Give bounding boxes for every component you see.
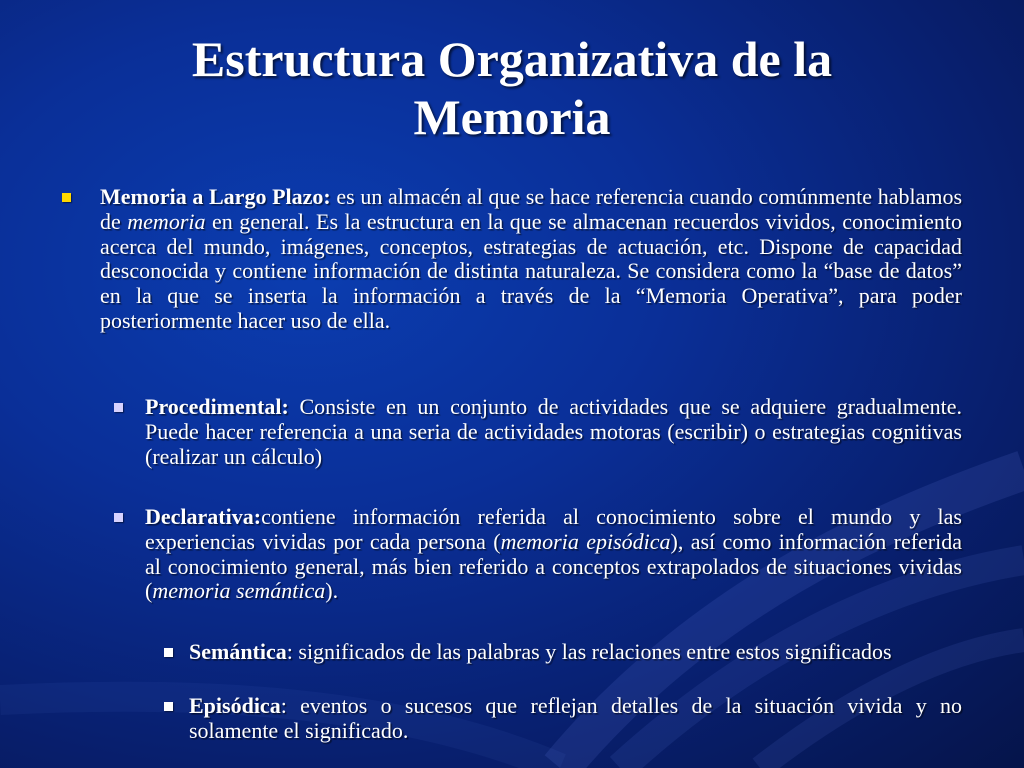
square-bullet-icon [62,193,71,202]
procedimental-paragraph [145,395,962,469]
procedimental-text: Consiste en un conjunto de actividades que se adquiere gradualmente. Puede hacer referencia a una seria de actividades motoras (escribir) o estrategias cognitivas (realizar un cálculo) [145,394,962,469]
square-bullet-icon [114,513,123,522]
bullet-largo-plazo [62,185,962,334]
largo-plazo-text-b: en general. Es la estructura en la que se almacenan recuerdos vividos, conocimiento acerca del mundo, imágenes, conceptos, estrategias de actuación, etc. Dispone de capacidad desconocida y contiene información de distinta naturaleza. Se considera como la “base de datos” en la que se inserta la información a través de la “Memoria Operativa”, para poder posteriormente hacer uso de ella. [100,208,962,333]
square-bullet-icon [114,403,123,412]
bullet-declarativa [114,505,962,604]
semantica-text: : significados de las palabras y las relaciones entre estos significados [286,639,892,664]
bullet-episodica [164,694,962,744]
declarativa-term: Declarativa: [145,504,262,529]
procedimental-term: Procedimental: [145,394,289,419]
semantica-paragraph [189,640,962,665]
episodica-paragraph [189,694,962,744]
square-bullet-icon [164,648,173,657]
largo-plazo-paragraph [100,185,962,334]
largo-plazo-term: Memoria a Largo Plazo: [100,184,331,209]
memoria-emphasis: memoria [127,208,206,234]
bullet-semantica [164,640,962,665]
episodica-term: Episódica [189,693,281,718]
declarativa-text-a: contiene información referida al conocimiento sobre el mundo y las experiencias vividas por cada persona ( [145,504,962,554]
square-bullet-icon [164,702,173,711]
episodica-text: : eventos o sucesos que reflejan detalles de la situación vivida y no solamente el significado. [189,693,962,743]
declarativa-paragraph [145,505,962,604]
declarativa-text-b: ), así como información referida al conocimiento general, más bien referido a conceptos extrapolados de situaciones vividas ( [145,528,963,604]
semantica-term: Semántica [189,639,287,664]
slide-title: Estructura Organizativa de la Memoria [191,31,833,145]
episodica-emphasis: memoria episódica [500,528,671,554]
bullet-procedimental [114,395,962,469]
declarativa-text-c: ). [325,578,339,604]
semantica-emphasis: memoria semántica [152,578,326,604]
largo-plazo-text-a: es un almacén al que se hace referencia cuando comúnmente hablamos de [100,184,963,234]
